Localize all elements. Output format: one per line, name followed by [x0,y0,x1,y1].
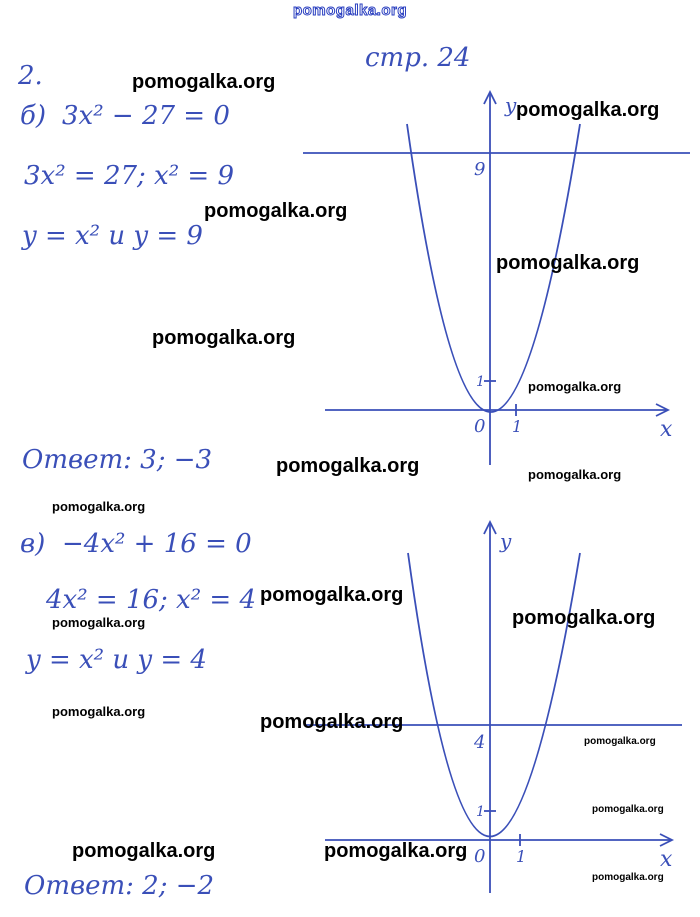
graph-v [305,522,682,893]
graph-b-tick-y-label: 1 [476,374,485,390]
part-b-functions: y = x² и y = 9 [22,221,203,251]
part-v-step1: 4x² = 16; x² = 4 [46,585,256,615]
watermark: pomogalka.org [52,499,146,514]
watermark: pomogalka.org [516,99,660,121]
watermark: pomogalka.org [276,455,420,477]
part-v-label: в) [20,529,46,559]
graph-b-tick-x-label: 1 [512,417,523,436]
part-v-functions: y = x² и y = 4 [26,645,207,675]
watermark: pomogalka.org [528,467,622,482]
watermark: pomogalka.org [132,71,276,93]
graph-v-level-label: 4 [474,732,486,753]
graph-v-origin: 0 [474,846,486,867]
watermark: pomogalka.org [592,804,664,815]
watermark: pomogalka.org [152,327,296,349]
part-v-answer: Ответ: 2; −2 [24,871,215,901]
watermark: pomogalka.org [72,840,216,862]
page-label: стр. 24 [365,43,471,73]
graph-b-y-label: y [505,93,517,117]
watermark: pomogalka.org [52,615,146,630]
part-b-answer: Ответ: 3; −3 [22,445,213,475]
watermark: pomogalka.org [52,704,146,719]
graph-v-tick-x-label: 1 [516,847,527,866]
part-b-equation: 3x² − 27 = 0 [62,101,230,131]
graph-b-level-label: 9 [474,159,486,180]
graph-b-origin: 0 [474,416,486,437]
problem-number: 2. [18,61,43,91]
watermark: pomogalka.org [204,200,348,222]
watermark: pomogalka.org [584,736,656,747]
watermark: pomogalka.org [592,872,664,883]
watermark: pomogalka.org [496,252,640,274]
graph-b [303,92,690,465]
site-header[interactable]: pomogalka.org [292,2,407,19]
graph-v-parabola [408,553,580,837]
watermark: pomogalka.org [260,584,404,606]
watermark: pomogalka.org [260,711,404,733]
part-b-step1: 3x² = 27; x² = 9 [24,161,234,191]
part-b-label: б) [20,101,47,131]
watermark: pomogalka.org [512,607,656,629]
watermark: pomogalka.org [324,840,468,862]
watermark: pomogalka.org [528,379,622,394]
graph-b-x-label: x [660,417,673,442]
graph-v-tick-y-label: 1 [476,804,485,820]
graph-v-x-label: x [660,847,673,872]
graph-v-y-label: y [500,529,512,553]
part-v-equation: −4x² + 16 = 0 [62,529,252,559]
